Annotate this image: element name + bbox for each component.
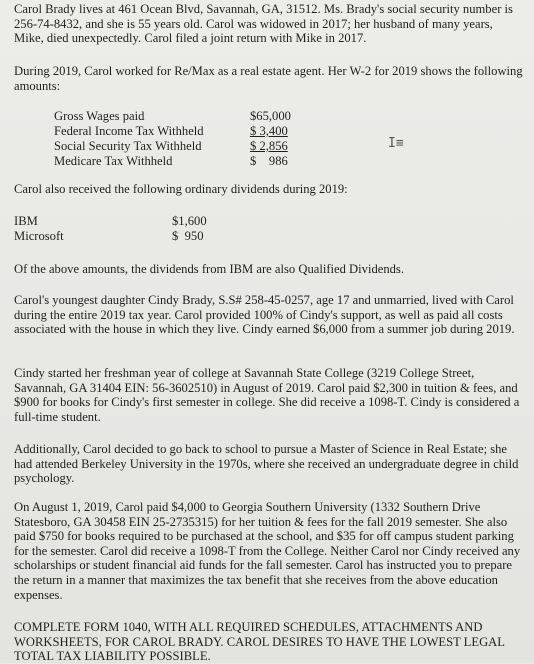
cindy-dependent-paragraph: Carol's youngest daughter Cindy Brady, S.S# 258-45-0257, age 17 and unmarried, lived with Carol during the entire 2019 tax year. Carol provided 100% of Cindy's support, as well as paid all costs associated with the house in which they live. Cindy earned $6,000 from a summer job during 2019. bbox=[14, 293, 515, 337]
w2-label-gross-wages: Gross Wages paid bbox=[54, 109, 145, 123]
w2-label-medicare-withheld: Medicare Tax Withheld bbox=[54, 154, 173, 168]
intro-paragraph: Carol Brady lives at 461 Ocean Blvd, Savannah, GA, 31512. Ms. Brady's social security number is 256-74-8432, and she is 55 years old. Carol was widowed in 2017; her husband of many years, Mike, died unexpectedly. Carol filed a joint return with Mike in 2017. bbox=[14, 2, 513, 46]
dividend-amount-ibm: $1,600 bbox=[172, 214, 207, 228]
text-cursor-icon: I≡ bbox=[388, 136, 404, 151]
dividends-table bbox=[14, 214, 244, 246]
w2-table bbox=[54, 109, 314, 169]
carol-tuition-paragraph: On August 1, 2019, Carol paid $4,000 to Georgia Southern University (1332 Southern Drive Statesboro, GA 30458 EIN 25-2735315) for her tuition & fees for the fall 2019 semester. She also paid $750 for books required to be purchased at the school, and $35 for off campus student parking for the semester. Carol did receive a 1098-T from the College. Neither Carol nor Cindy received any scholarships or student financial aid funds for the fall semester. Carol has instructed you to prepare the return in a manner that maximizes the tax benefit that she receives from the above education expenses. bbox=[14, 500, 521, 602]
qualified-dividends-paragraph: Of the above amounts, the dividends from IBM are also Qualified Dividends. bbox=[14, 262, 404, 276]
w2-amount-ss-withheld: $ 2,856 bbox=[250, 139, 288, 153]
cindy-college-paragraph: Cindy started her freshman year of college at Savannah State College (3219 College Street, Savannah, GA 31404 EIN: 56-3602510) in August of 2019. Carol paid $2,300 in tuition & fees, and $900 for books for Cindy's first semester in college. She did receive a 1098-T. Cindy is considered a full-time student. bbox=[14, 366, 520, 424]
instructions-paragraph: COMPLETE FORM 1040, WITH ALL REQUIRED SCHEDULES, ATTACHMENTS AND WORKSHEETS, FOR CAROL BRADY. CAROL DESIRES TO HAVE THE LOWEST LEGAL TOTAL TAX LIABILITY POSSIBLE. bbox=[14, 620, 505, 664]
w2-label-federal-withheld: Federal Income Tax Withheld bbox=[54, 124, 204, 138]
dividend-amount-microsoft: $ 950 bbox=[172, 229, 204, 243]
w2-amount-gross-wages: $65,000 bbox=[250, 109, 291, 123]
dividend-label-microsoft: Microsoft bbox=[14, 229, 64, 243]
w2-amount-medicare-withheld: $ 986 bbox=[250, 154, 288, 168]
w2-amount-federal-withheld: $ 3,400 bbox=[250, 124, 288, 138]
carol-masters-paragraph: Additionally, Carol decided to go back to school to pursue a Master of Science in Real Estate; she had attended Berkeley University in the 1970s, where she received an undergraduate degree in child psychology. bbox=[14, 442, 519, 486]
w2-label-ss-withheld: Social Security Tax Withheld bbox=[54, 139, 202, 153]
dividends-intro-paragraph: Carol also received the following ordinary dividends during 2019: bbox=[14, 182, 348, 196]
dividend-label-ibm: IBM bbox=[14, 214, 38, 228]
w2-intro-paragraph: During 2019, Carol worked for Re/Max as a real estate agent. Her W-2 for 2019 shows the following amounts: bbox=[14, 64, 523, 93]
